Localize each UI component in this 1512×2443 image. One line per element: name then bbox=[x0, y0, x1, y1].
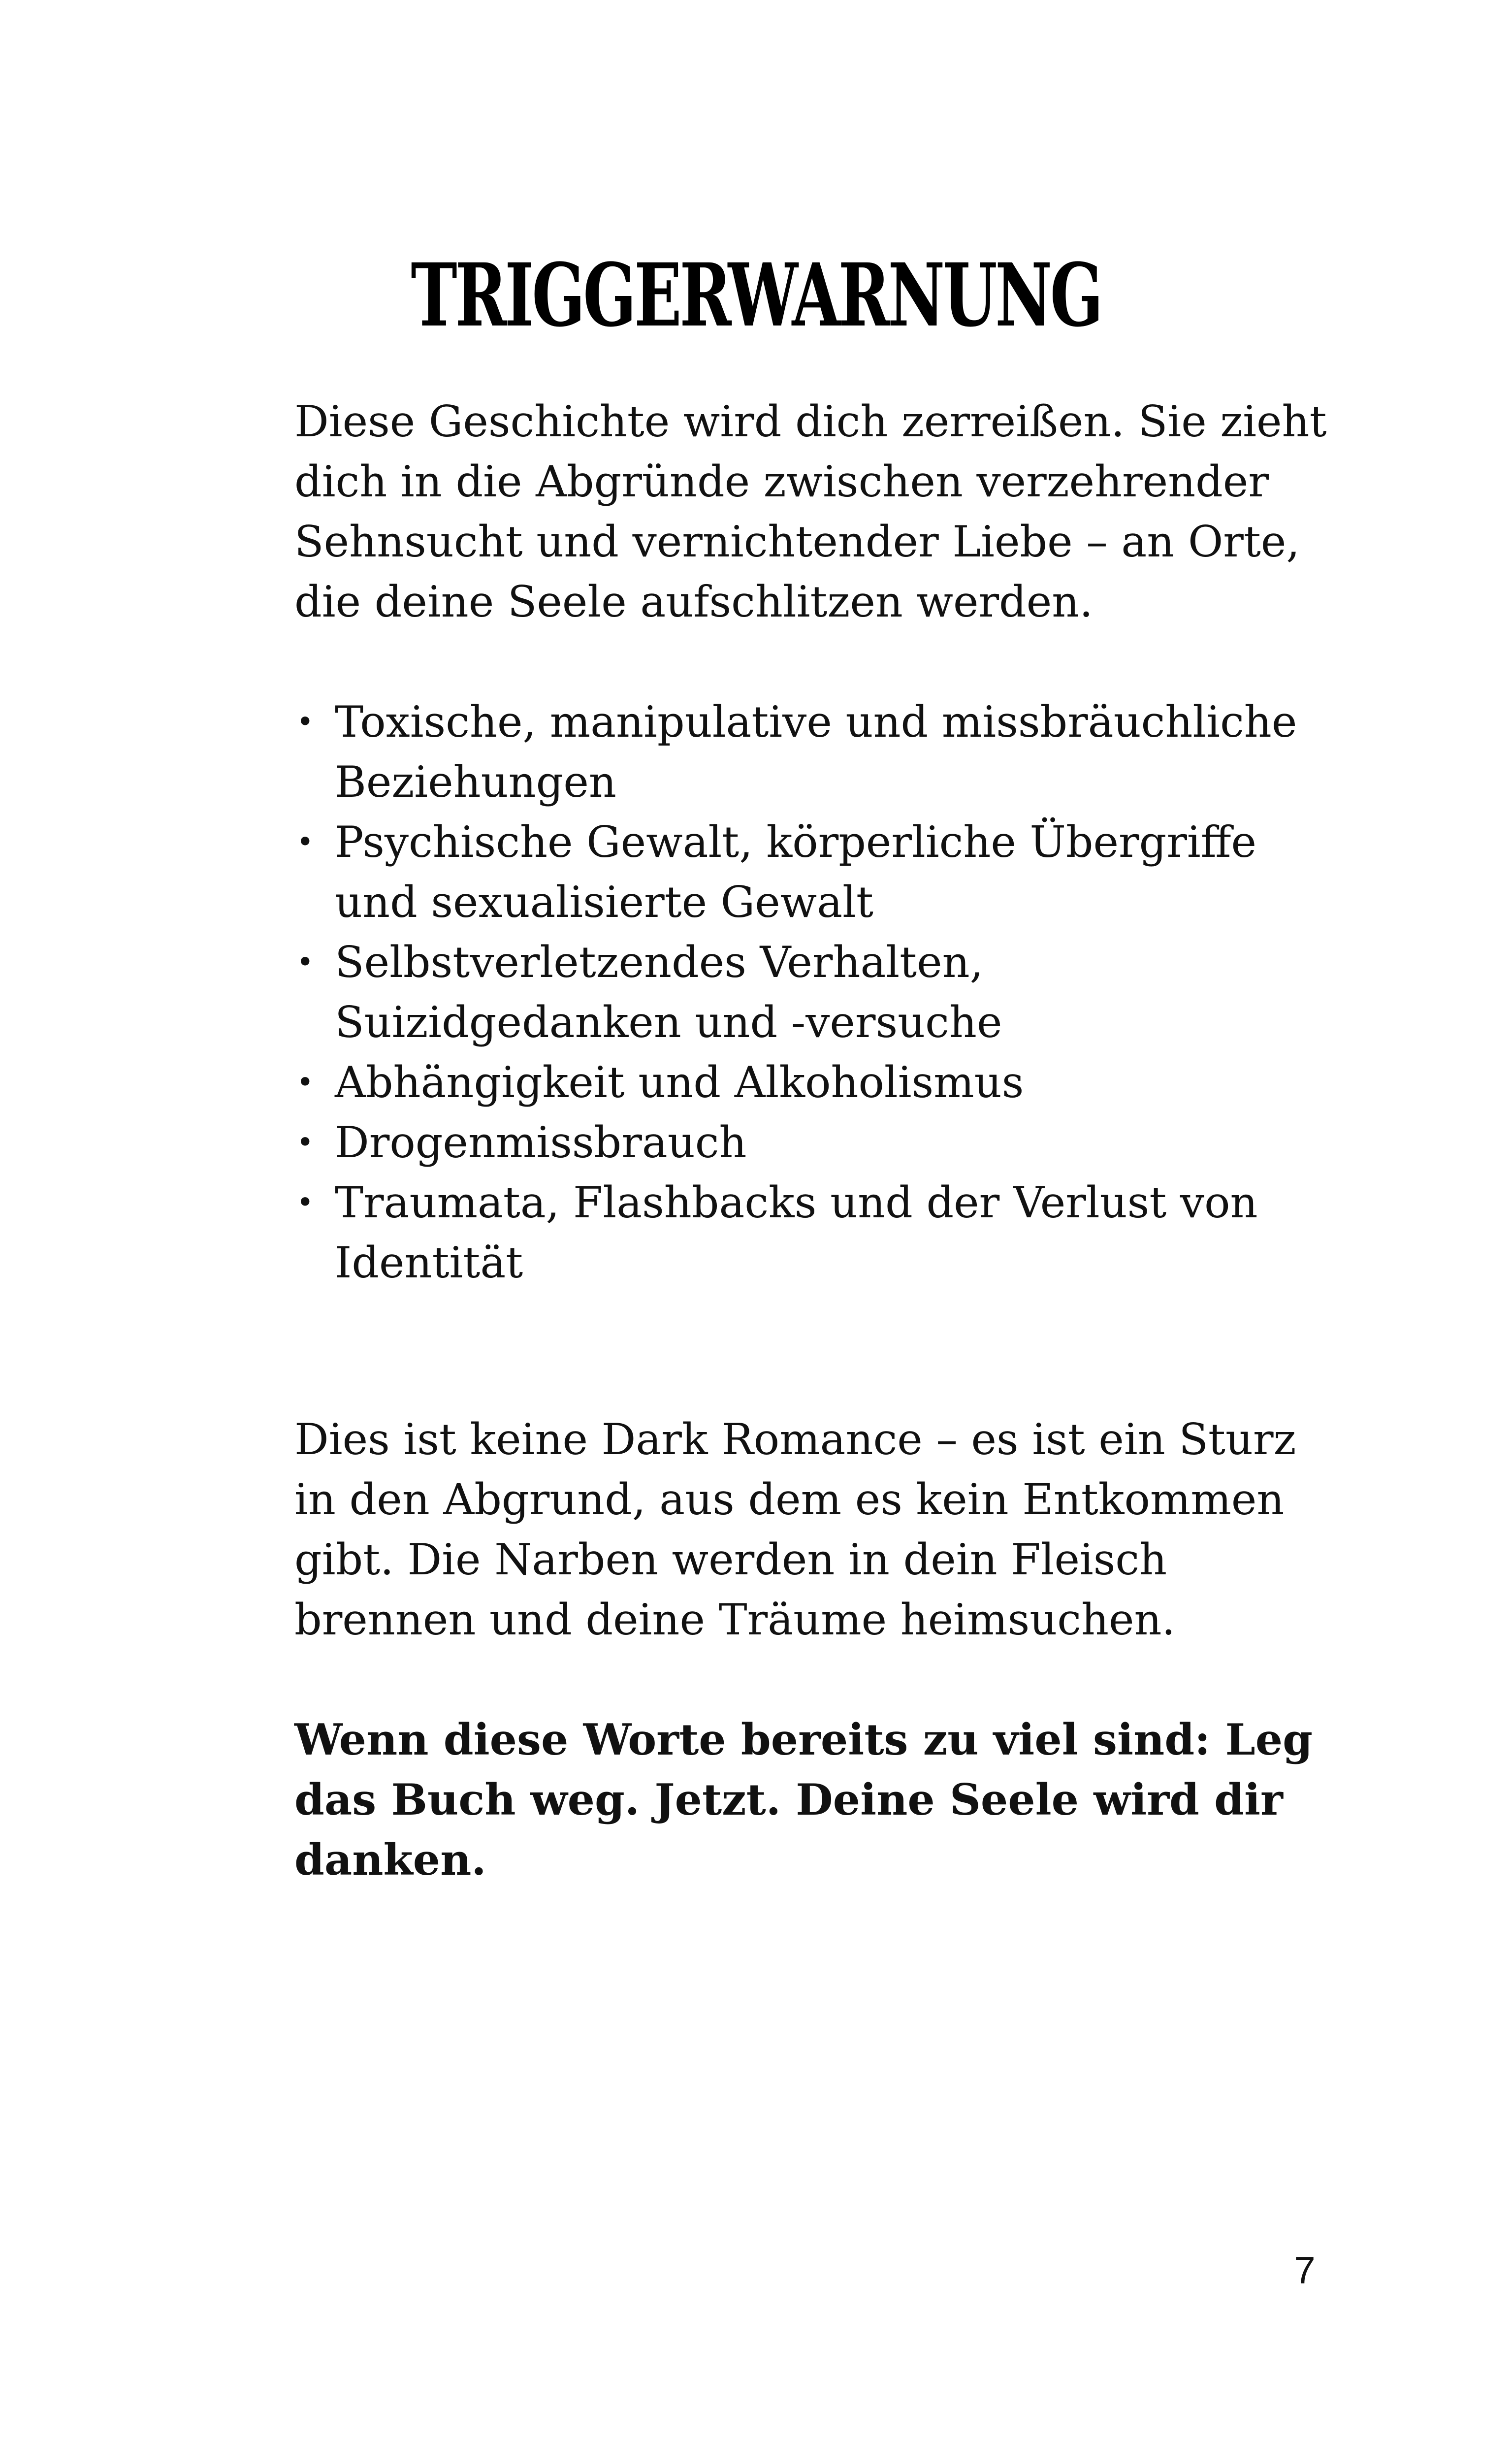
list-item bbox=[294, 1173, 1328, 1293]
list-item bbox=[294, 692, 1328, 812]
bullet-icon: • bbox=[296, 705, 314, 739]
list-item-text: Drogenmissbrauch bbox=[335, 1117, 747, 1168]
bullet-icon: • bbox=[296, 825, 314, 859]
bullet-icon: • bbox=[296, 945, 314, 979]
warning-list bbox=[294, 692, 1328, 1293]
list-item-text: Psychische Gewalt, körperliche Übergriffe und sexualisierte Gewalt bbox=[335, 817, 1257, 927]
list-item bbox=[294, 812, 1328, 932]
list-item bbox=[294, 1112, 1328, 1173]
list-item-text: Toxische, manipulative und missbräuchliche Beziehungen bbox=[335, 697, 1297, 807]
list-item-text: Abhängigkeit und Alkoholismus bbox=[335, 1057, 1024, 1107]
bullet-icon: • bbox=[296, 1185, 314, 1220]
page-title: TRIGGERWARNUNG bbox=[411, 244, 1101, 346]
list-item-text: Traumata, Flashbacks und der Verlust von Identität bbox=[335, 1177, 1258, 1288]
intro-paragraph: Diese Geschichte wird dich zerreißen. Sie zieht dich in die Abgründe zwischen verzehrender Sehnsucht und vernichtender Liebe – an Orte, die deine Seele aufschlitzen werden. bbox=[294, 396, 1327, 627]
bullet-icon: • bbox=[296, 1125, 314, 1160]
page-number: 7 bbox=[1294, 2248, 1316, 2292]
list-item-text: Selbstverletzendes Verhalten, Suizidgedanken und -versuche bbox=[335, 937, 1002, 1047]
final-warning: Wenn diese Worte bereits zu viel sind: Leg das Buch weg. Jetzt. Deine Seele wird dir danken. bbox=[294, 1714, 1313, 1885]
list-item bbox=[294, 1052, 1328, 1112]
closing-paragraph: Dies ist keine Dark Romance – es ist ein Sturz in den Abgrund, aus dem es kein Entkommen gibt. Die Narben werden in dein Fleisch brennen und deine Träume heimsuchen. bbox=[294, 1414, 1296, 1645]
bullet-icon: • bbox=[296, 1065, 314, 1100]
list-item bbox=[294, 932, 1328, 1052]
